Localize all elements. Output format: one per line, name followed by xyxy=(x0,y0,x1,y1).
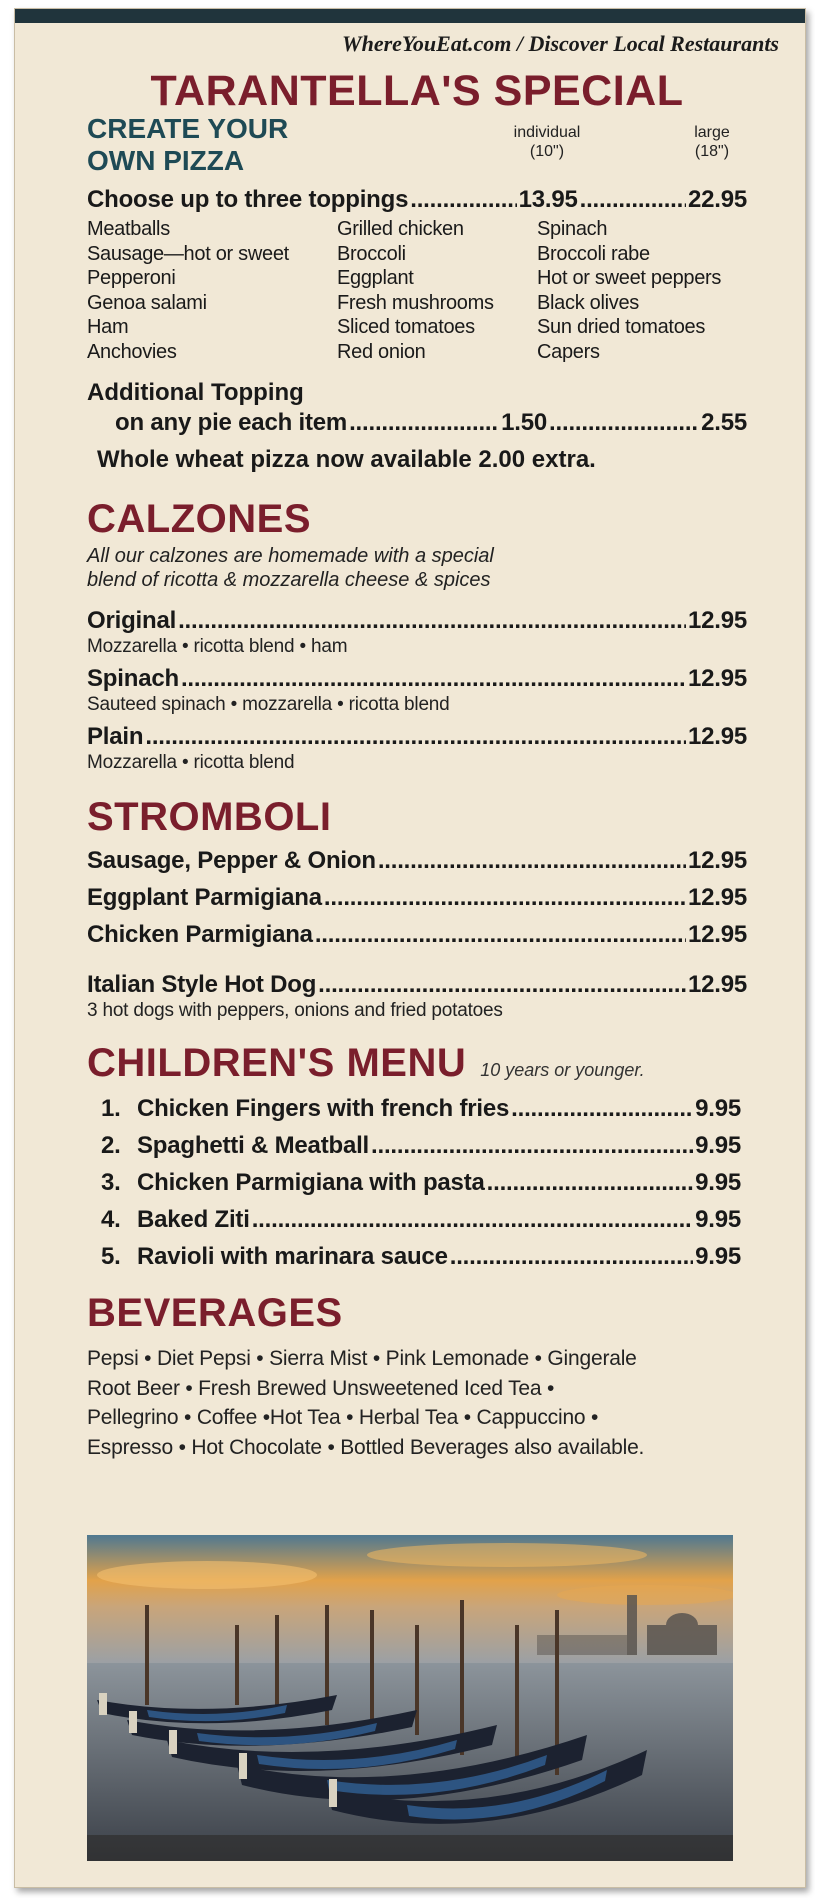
item-price: 9.95 xyxy=(695,1206,741,1233)
menu-item-line xyxy=(87,722,747,752)
create-pizza-header xyxy=(87,113,747,185)
create-pizza-title-line2: OWN PIZZA xyxy=(87,145,245,176)
menu-item-line xyxy=(87,664,747,694)
topping-item: Broccoli rabe xyxy=(537,242,650,265)
menu-item-line xyxy=(87,846,747,876)
leader-dots xyxy=(349,408,499,438)
size-large-header xyxy=(672,123,752,161)
gondola-scene xyxy=(87,1535,733,1861)
topping-item: Black olives xyxy=(537,291,639,314)
size-individual-label: individual xyxy=(513,124,581,141)
item-number: 3. xyxy=(101,1169,121,1196)
item-number: 5. xyxy=(101,1243,121,1270)
topping-item: Pepperoni xyxy=(87,267,176,289)
leader-dots xyxy=(410,185,516,215)
menu-item-line xyxy=(101,1131,741,1161)
item-description: Sauteed spinach • mozzarella • ricotta blend xyxy=(87,694,450,715)
calzone-item xyxy=(87,664,747,716)
item-name: Chicken Fingers with french fries xyxy=(137,1095,510,1122)
leader-dots xyxy=(371,1131,693,1161)
topping-item: Broccoli xyxy=(337,242,406,265)
size-individual-inches: (10") xyxy=(529,143,565,160)
additional-topping-line xyxy=(87,408,747,438)
hotdog-item xyxy=(87,970,747,1022)
beverages-line: Pellegrino • Coffee •Hot Tea • Herbal Tea • Cappuccino • xyxy=(87,1406,599,1429)
leader-dots xyxy=(315,920,686,950)
site-banner[interactable]: WhereYouEat.com / Discover Local Restaurants xyxy=(342,31,779,56)
topping-item: Genoa salami xyxy=(87,291,207,314)
calzones-description xyxy=(87,544,747,592)
item-name: Ravioli with marinara sauce xyxy=(137,1243,448,1270)
topping-item: Grilled chicken xyxy=(337,218,464,240)
additional-topping-label: on any pie each item xyxy=(115,409,348,436)
whole-wheat-note: Whole wheat pizza now available 2.00 extra. xyxy=(97,446,596,473)
topping-item: Hot or sweet peppers xyxy=(537,267,722,289)
calzones-title: CALZONES xyxy=(87,497,311,541)
leader-dots xyxy=(181,664,686,694)
item-description: Mozzarella • ricotta blend • ham xyxy=(87,636,348,657)
beverages-title: BEVERAGES xyxy=(87,1291,343,1335)
menu-item-line xyxy=(87,883,747,913)
item-name: Spaghetti & Meatball xyxy=(137,1132,370,1159)
leader-dots xyxy=(450,1242,693,1272)
item-price: 9.95 xyxy=(695,1243,741,1270)
menu-item-line xyxy=(87,606,747,636)
beverages-line: Pepsi • Diet Pepsi • Sierra Mist • Pink Lemonade • Gingerale xyxy=(87,1347,637,1370)
leader-dots xyxy=(487,1168,693,1198)
calzones-desc-line1: All our calzones are homemade with a special xyxy=(87,545,494,567)
leader-dots xyxy=(378,846,686,876)
children-menu-title: CHILDREN'S MENU xyxy=(87,1041,467,1085)
stromboli-list xyxy=(87,846,747,950)
topping-item: Capers xyxy=(537,340,600,363)
item-number: 2. xyxy=(101,1132,121,1159)
item-name: Eggplant Parmigiana xyxy=(87,884,322,911)
toppings-grid xyxy=(87,217,747,364)
item-number: 1. xyxy=(101,1095,121,1122)
topping-item: Eggplant xyxy=(337,267,414,289)
item-price: 12.95 xyxy=(687,665,747,692)
menu-item-line xyxy=(101,1205,741,1235)
size-large-inches: (18") xyxy=(694,143,730,160)
additional-price-large: 2.55 xyxy=(701,409,748,436)
topping-item: Red onion xyxy=(337,340,426,363)
choose-toppings-label: Choose up to three toppings xyxy=(87,186,409,213)
additional-price-individual: 1.50 xyxy=(501,409,548,436)
item-price: 12.95 xyxy=(687,847,747,874)
choose-toppings-line xyxy=(87,185,747,215)
topping-item: Sausage—hot or sweet xyxy=(87,242,289,265)
leader-dots xyxy=(318,970,686,1000)
item-price: 12.95 xyxy=(687,884,747,911)
children-menu-list xyxy=(87,1094,741,1272)
leader-dots xyxy=(549,408,699,438)
topping-item: Meatballs xyxy=(87,218,170,240)
beverages-line: Espresso • Hot Chocolate • Bottled Beverages also available. xyxy=(87,1435,645,1459)
topping-item: Ham xyxy=(87,316,129,338)
item-price: 9.95 xyxy=(695,1132,741,1159)
children-menu-header xyxy=(87,1040,747,1086)
item-price: 9.95 xyxy=(695,1169,741,1196)
menu-item-line xyxy=(87,920,747,950)
item-name: Sausage, Pepper & Onion xyxy=(87,847,376,874)
item-name: Plain xyxy=(87,723,144,750)
topping-item: Anchovies xyxy=(87,340,177,363)
menu-content xyxy=(87,69,747,1462)
menu-item-line xyxy=(101,1168,741,1198)
menu-page xyxy=(14,8,806,1888)
calzone-item xyxy=(87,606,747,658)
item-name: Chicken Parmigiana xyxy=(87,921,313,948)
item-name: Original xyxy=(87,607,177,634)
topping-item: Spinach xyxy=(537,218,608,240)
additional-topping-title: Additional Topping xyxy=(87,379,304,406)
leader-dots xyxy=(145,722,686,752)
item-price: 12.95 xyxy=(687,723,747,750)
calzone-item xyxy=(87,722,747,774)
item-price: 12.95 xyxy=(687,921,747,948)
topping-item: Sliced tomatoes xyxy=(337,316,475,338)
item-name: Italian Style Hot Dog xyxy=(87,971,317,998)
leader-dots xyxy=(324,883,686,913)
create-pizza-title-line1: CREATE YOUR xyxy=(87,113,289,144)
choose-price-individual: 13.95 xyxy=(518,186,578,213)
item-price: 12.95 xyxy=(687,607,747,634)
topping-item: Fresh mushrooms xyxy=(337,291,494,314)
venice-gondolas-photo xyxy=(87,1535,733,1861)
topping-item: Sun dried tomatoes xyxy=(537,316,706,338)
item-description: 3 hot dogs with peppers, onions and fried potatoes xyxy=(87,1000,503,1021)
size-individual-header xyxy=(487,123,607,161)
calzones-desc-line2: blend of ricotta & mozzarella cheese & spices xyxy=(87,569,491,591)
leader-dots xyxy=(580,185,686,215)
item-name: Baked Ziti xyxy=(137,1206,250,1233)
item-description: Mozzarella • ricotta blend xyxy=(87,752,295,773)
menu-item-line xyxy=(101,1094,741,1124)
leader-dots xyxy=(511,1094,693,1124)
leader-dots xyxy=(178,606,686,636)
size-large-label: large xyxy=(694,124,730,141)
stromboli-title: STROMBOLI xyxy=(87,795,332,839)
choose-price-large: 22.95 xyxy=(687,186,747,213)
item-price: 9.95 xyxy=(695,1095,741,1122)
special-title: TARANTELLA'S SPECIAL xyxy=(150,67,684,115)
item-price: 12.95 xyxy=(687,971,747,998)
leader-dots xyxy=(252,1205,693,1235)
item-name: Chicken Parmigiana with pasta xyxy=(137,1169,485,1196)
item-number: 4. xyxy=(101,1206,121,1233)
top-bar xyxy=(15,9,805,23)
menu-item-line xyxy=(87,970,747,1000)
item-name: Spinach xyxy=(87,665,179,692)
create-pizza-title xyxy=(87,113,288,177)
beverages-list xyxy=(87,1344,747,1462)
beverages-line: Root Beer • Fresh Brewed Unsweetened Iced Tea • xyxy=(87,1376,555,1400)
menu-item-line xyxy=(101,1242,741,1272)
children-age-note: 10 years or younger. xyxy=(480,1060,645,1080)
